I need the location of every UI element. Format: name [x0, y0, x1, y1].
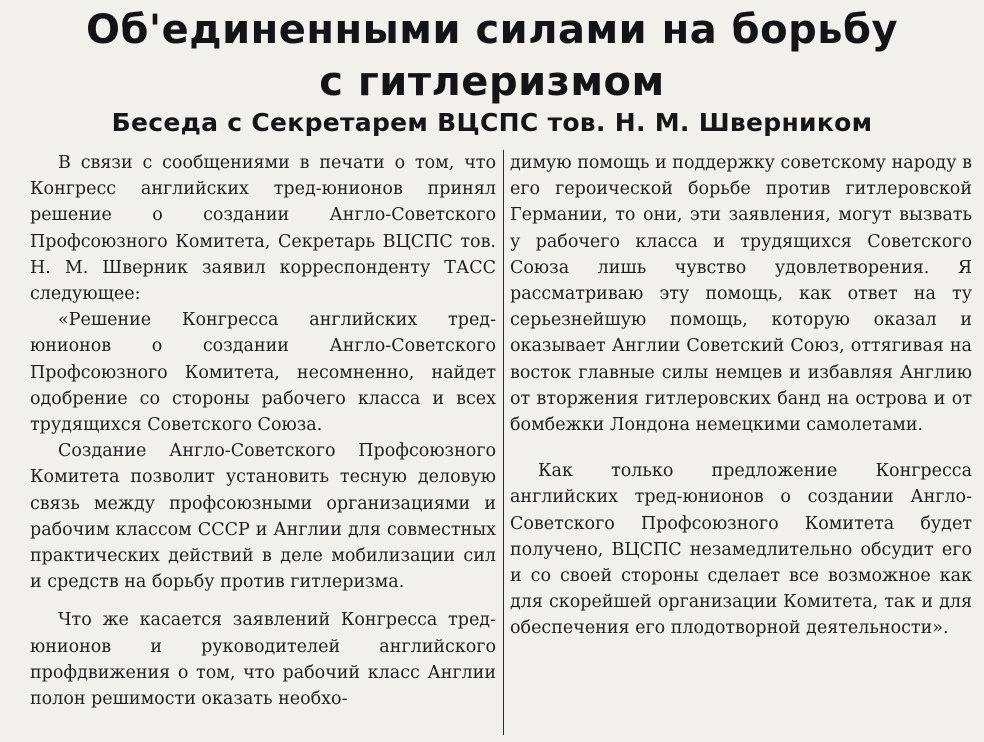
paragraph-continuation: димую помощь и поддержку советскому народу в его героической борьбе против гитлеровской Германии, то они, эти заявления, могут вызвать у рабочего класса и трудящихся Советского Союза лишь чувство удовлетворения. Я рассматриваю эту помощь, как ответ на ту серьезнейшую помощь, которую оказал и оказывает Англии Советский Союз, оттягивая на восток главные силы немцев и избавляя Англию от вторжения гитлеровских банд на острова и от бомбежки Лондона немецкими самолетами. — [510, 153, 972, 436]
headline-line-2: с гитлеризмом — [319, 59, 665, 105]
article-column-left — [30, 150, 496, 712]
article-column-right — [510, 150, 972, 642]
paragraph-conclusion: Как только предложение Конгресса английских тред-юнионов о создании Англо-Советского Профсоюзного Комитета будет получено, ВЦСПС незамедлительно обсудит его и со своей стороны сделает все возможное как для скорейшей организации Комитета, так и для обеспечения его плодотворной деятельности». — [510, 461, 972, 639]
paragraph-intro: В связи с сообщениями в печати о том, что Конгресс английских тред-юнионов принял решение о создании Англо-Советского Профсоюзного Комитета, Секретарь ВЦСПС тов. Н. М. Шверник заявил корреспонденту ТАСС следующее: — [30, 153, 496, 305]
paragraph-statements: Что же касается заявлений Конгресса тред-юнионов и руководителей английского профдвижения о том, что рабочий класс Англии полон решимости оказать необхо- — [30, 610, 496, 710]
paragraph-committee: Создание Англо-Советского Профсоюзного Комитета позволит установить тесную деловую связь между профсоюзными организациями и рабочим классом СССР и Англии для совместных практических действий в деле мобилизации сил и средств на борьбу против гитлеризма. — [30, 441, 496, 593]
subheadline: Беседа с Секретарем ВЦСПС тов. Н. М. Шверником — [111, 108, 873, 137]
headline-line-1: Об'единенными силами на борьбу — [85, 7, 899, 53]
column-divider — [503, 150, 504, 735]
paragraph-quote-start: «Решение Конгресса английских тред-юнионов о создании Англо-Советского Профсоюзного Комитета, несомненно, найдет одобрение со стороны рабочего класса и всех трудящихся Советского Союза. — [30, 310, 496, 436]
